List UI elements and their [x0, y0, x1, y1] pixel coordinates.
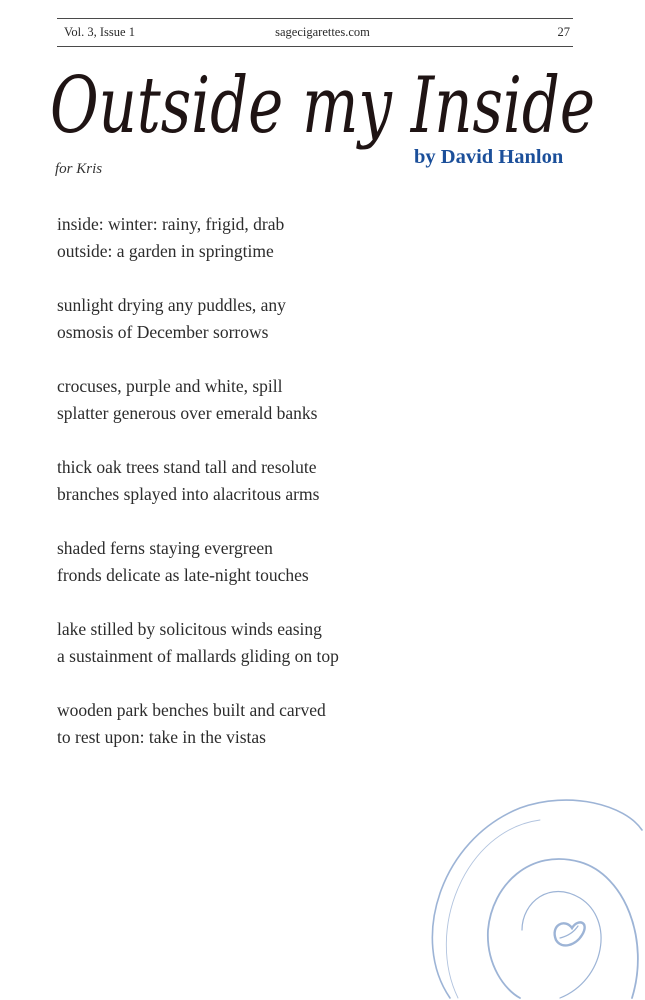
author-byline: by David Hanlon	[414, 146, 564, 168]
poem-line: inside: winter: rainy, frigid, drab	[57, 214, 285, 234]
issue-label: Vol. 3, Issue 1	[64, 25, 135, 39]
poem-line: osmosis of December sorrows	[57, 322, 269, 342]
site-url: sagecigarettes.com	[275, 25, 370, 39]
poem-line: wooden park benches built and carved	[57, 700, 326, 720]
page-number: 27	[557, 25, 570, 39]
stanza	[57, 697, 339, 778]
poem-line: outside: a garden in springtime	[57, 241, 274, 261]
poem-line: sunlight drying any puddles, any	[57, 295, 286, 315]
poem-line: thick oak trees stand tall and resolute	[57, 457, 317, 477]
header-rule-bottom	[57, 46, 573, 47]
stanza	[57, 373, 339, 454]
poem-line: lake stilled by solicitous winds easing	[57, 619, 322, 639]
stanza	[57, 616, 339, 697]
stanza	[57, 535, 339, 616]
poem-line: to rest upon: take in the vistas	[57, 727, 266, 747]
stanza	[57, 211, 339, 292]
header-rule-top	[57, 18, 573, 19]
poem-body	[57, 211, 339, 778]
stanza	[57, 454, 339, 535]
poem-line: crocuses, purple and white, spill	[57, 376, 283, 396]
poem-title-text: Outside my Inside	[50, 61, 595, 151]
poem-line: a sustainment of mallards gliding on top	[57, 646, 339, 666]
poem-line: fronds delicate as late-night touches	[57, 565, 309, 585]
poem-line: splatter generous over emerald banks	[57, 403, 318, 423]
poem-line: branches splayed into alacritous arms	[57, 484, 320, 504]
swirl-ornament-icon	[410, 790, 645, 1000]
poem-line: shaded ferns staying evergreen	[57, 538, 273, 558]
stanza	[57, 292, 339, 373]
dedication: for Kris	[55, 161, 103, 177]
